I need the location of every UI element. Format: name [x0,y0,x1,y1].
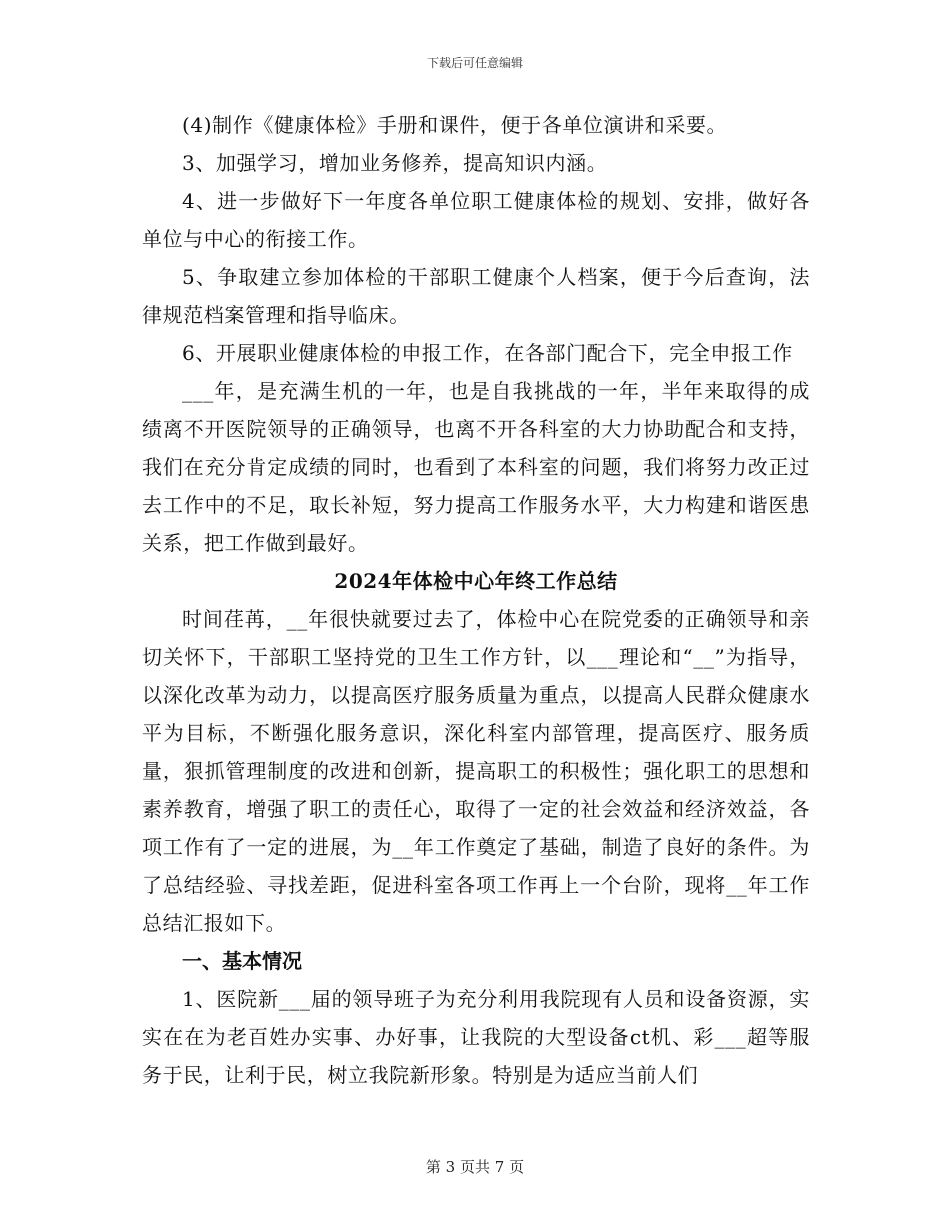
section-title: 2024年体检中心年终工作总结 [334,569,618,593]
paragraph-item-4: (4)制作《健康体检》手册和课件，便于各单位演讲和采要。 [182,113,728,137]
document-body [142,106,810,1094]
paragraph-item-5: 5、争取建立参加体检的干部职工健康个人档案，便于今后查询，法律规范档案管理和指导临床。 [142,265,810,327]
page-header: 下载后可任意编辑 [426,56,523,70]
paragraph-intro: 时间荏苒，__年很快就要过去了，体检中心在院党委的正确领导和亲切关怀下，干部职工坚持党的卫生工作方针，以___理论和“__”为指导，以深化改革为动力，以提高医疗服务质量为重点，以提高人民群众健康水平为目标，不断强化服务意识，深化科室内部管理，提高医疗、服务质量，狠抓管理制度的改进和创新，提高职工的积极性；强化职工的思想和素养教育，增强了职工的责任心，取得了一定的社会效益和经济效益，各项工作有了一定的进展，为__年工作奠定了基础，制造了良好的条件。为了总结经验、寻找差距，促进科室各项工作再上一个台阶，现将__年工作总结汇报如下。 [142,607,810,935]
page-footer: 第 3 页共 7 页 [425,1158,525,1176]
paragraph-item-3: 3、加强学习，增加业务修养，提高知识内涵。 [182,151,608,175]
subheading-basic-situation: 一、基本情况 [182,949,302,973]
paragraph-basic-1: 1、医院新___届的领导班子为充分利用我院现有人员和设备资源，实实在在为老百姓办实事、办好事，让我院的大型设备ct机、彩___超等服务于民，让利于民，树立我院新形象。特别是为适应当前人们 [142,987,810,1087]
paragraph-conclusion: ___年，是充满生机的一年，也是自我挑战的一年，半年来取得的成绩离不开医院领导的正确领导，也离不开各科室的大力协助配合和支持，我们在充分肯定成绩的同时，也看到了本科室的问题，我们将努力改正过去工作中的不足，取长补短，努力提高工作服务水平，大力构建和谐医患关系，把工作做到最好。 [142,379,810,555]
paragraph-item-6: 6、开展职业健康体检的申报工作，在各部门配合下，完全申报工作 [182,341,793,365]
paragraph-item-4-plan: 4、进一步做好下一年度各单位职工健康体检的规划、安排，做好各单位与中心的衔接工作。 [142,189,810,251]
